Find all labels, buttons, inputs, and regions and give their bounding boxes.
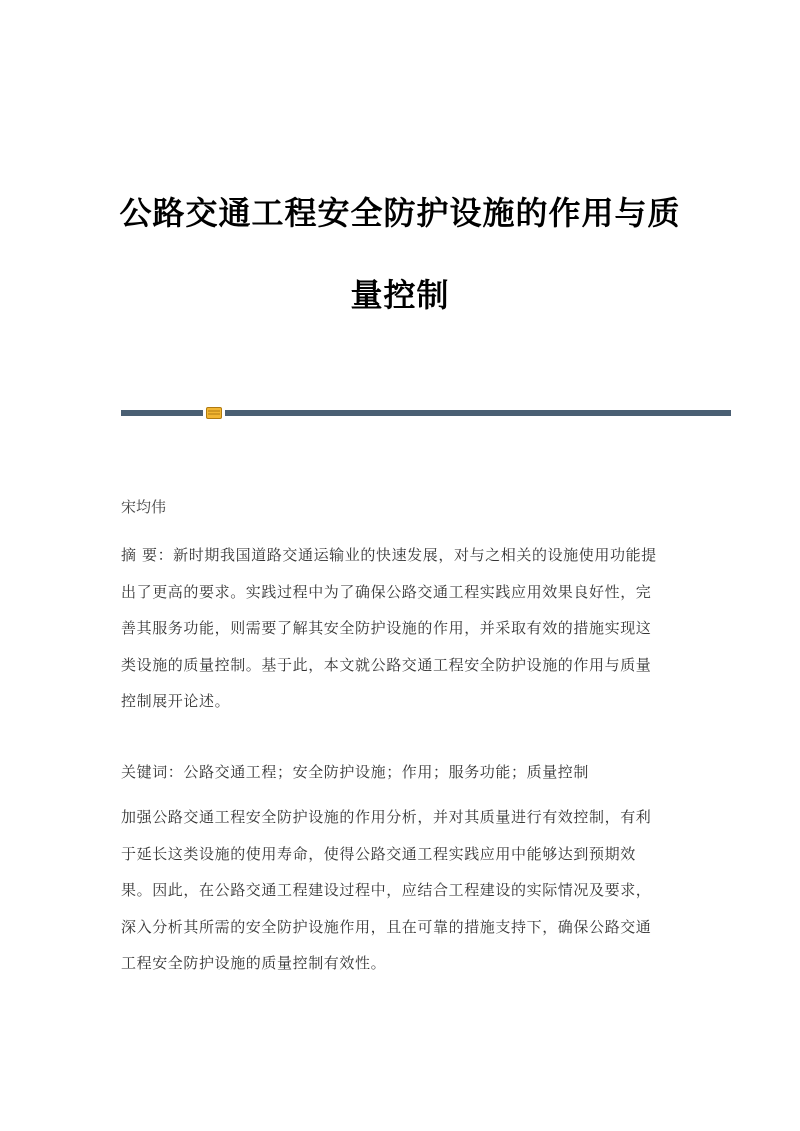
abstract-line: 类设施的质量控制。基于此，本文就公路交通工程安全防护设施的作用与质量	[121, 655, 652, 674]
keywords-text: 关键词：公路交通工程；安全防护设施；作用；服务功能；质量控制	[121, 763, 590, 781]
document-title-line-2: 量控制	[350, 276, 450, 314]
body-line: 工程安全防护设施的质量控制有效性。	[121, 954, 387, 972]
abstract-paragraph	[121, 537, 681, 720]
divider-bar-left	[121, 410, 203, 416]
title-divider	[121, 410, 731, 416]
body-line: 深入分析其所需的安全防护设施作用，且在可靠的措施支持下，确保公路交通	[121, 917, 652, 936]
keywords-line	[121, 754, 681, 791]
author-name: 宋均伟	[121, 498, 167, 516]
abstract-line: 出了更高的要求。实践过程中为了确保公路交通工程实践应用效果良好性，完	[121, 582, 652, 601]
body-line: 加强公路交通工程安全防护设施的作用分析，并对其质量进行有效控制，有利	[121, 808, 652, 826]
abstract-line: 控制展开论述。	[121, 692, 231, 710]
body-line: 于延长这类设施的使用寿命，使得公路交通工程实践应用中能够达到预期效	[121, 844, 636, 863]
body-paragraph	[121, 799, 681, 982]
body-line: 果。因此，在公路交通工程建设过程中，应结合工程建设的实际情况及要求，	[121, 881, 652, 899]
abstract-line: 摘 要：新时期我国道路交通运输业的快速发展，对与之相关的设施使用功能提	[121, 546, 657, 564]
envelope-icon	[206, 407, 222, 419]
divider-bar-right	[225, 410, 731, 416]
document-title-line-1: 公路交通工程安全防护设施的作用与质	[119, 194, 681, 232]
abstract-line: 善其服务功能，则需要了解其安全防护设施的作用，并采取有效的措施实现这	[121, 619, 652, 637]
